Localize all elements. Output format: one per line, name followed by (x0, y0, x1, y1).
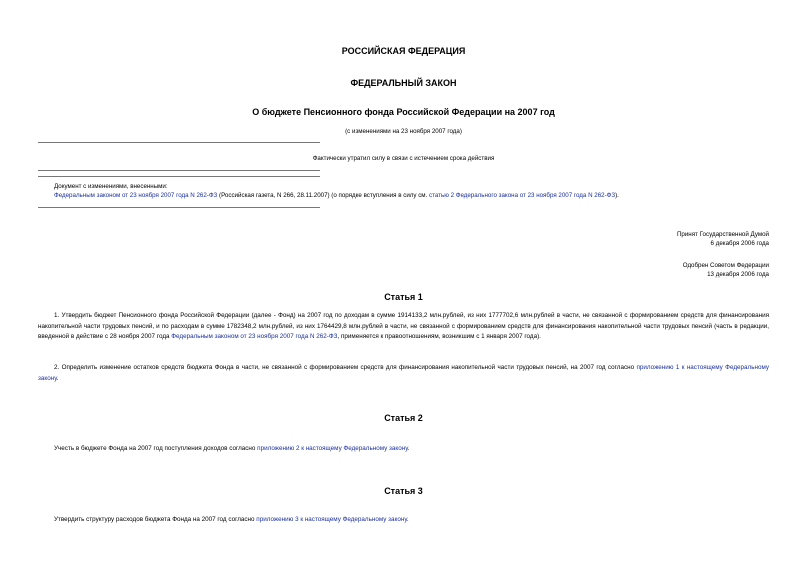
duma-line: Принят Государственной Думой (676, 231, 769, 238)
article-2-heading: Статья 2 (384, 413, 423, 423)
changes-line (54, 191, 774, 200)
article-2-text: Учесть в бюджете Фонда на 2007 год поступления доходов согласно (54, 445, 258, 452)
council-approval (469, 261, 769, 279)
law-title: О бюджете Пенсионного фонда Российской Федерации на 2007 год (252, 107, 555, 117)
country-heading: РОССИЙСКАЯ ФЕДЕРАЦИЯ (341, 46, 466, 56)
law-type-heading: ФЕДЕРАЛЬНЫЙ ЗАКОН (350, 78, 457, 88)
divider-3 (38, 176, 320, 177)
article-1-p1-text: 1. Утвердить бюджет Пенсионного фонда Российской Федерации (далее - Фонд) на 2007 год по доходам в сумме 1914133,2 млн.рублей, из них 1777702,6 млн.рублей в части, не связанной с формированием средств для финансирования накопительной части трудовых пенсий, и по расходам в сумме 1782348,2 млн.рублей, из них 1764429,8 млн.рублей в части, не связанной с формированием средств для финансирования накопительной части трудовых пенсий (часть в редакции, введенной в действие с 28 ноября 2007 года (38, 312, 769, 340)
article-2-paragraph (54, 444, 769, 455)
council-date: 13 декабря 2006 года (707, 271, 769, 278)
changes-link-article[interactable]: статью 2 Федерального закона от 23 ноября 2007 года N 262-ФЗ (429, 192, 616, 199)
article-3-tail: . (406, 516, 409, 523)
article-3-heading: Статья 3 (384, 486, 423, 496)
article-1-p1-tail: , применяется к правоотношениям, возникшим с 1 января 2007 года). (337, 333, 541, 340)
article-3-text: Утвердить структуру расходов бюджета Фонда на 2007 год согласно (54, 516, 257, 523)
article-1-p1-link[interactable]: Федеральным законом от 23 ноября 2007 года N 262-ФЗ (171, 333, 338, 340)
changes-intro: Документ с изменениями, внесенными: (54, 183, 168, 190)
council-line: Одобрен Советом Федерации (682, 262, 769, 269)
article-1-p2-text: 2. Определить изменение остатков средств бюджета Фонда в части, не связанной с формированием средств для финансирования накопительной части трудовых пенсий, на 2007 год согласно (54, 364, 637, 371)
changes-block (54, 182, 774, 200)
duma-date: 6 декабря 2006 года (710, 240, 769, 247)
article-1-p2-tail: . (56, 374, 59, 382)
article-3-paragraph (54, 515, 769, 526)
article-2-tail: . (407, 445, 410, 452)
article-1-p2-link[interactable]: приложению 1 к настоящему Федеральному закону (38, 364, 769, 382)
article-1-paragraph-2 (38, 363, 769, 384)
changes-link-law[interactable]: Федеральным законом от 23 ноября 2007 года N 262-ФЗ (54, 192, 218, 199)
article-2-link[interactable]: приложению 2 к настоящему Федеральному закону (257, 445, 408, 452)
status-note: Фактически утратил силу в связи с истечением срока действия (312, 155, 495, 162)
article-1-paragraph-1 (38, 311, 769, 343)
amendments-note: (с изменениями на 23 ноября 2007 года) (345, 128, 462, 135)
article-1-heading: Статья 1 (384, 292, 423, 302)
changes-text-2: ). (615, 192, 619, 199)
article-3-link[interactable]: приложению 3 к настоящему Федеральному закону (256, 516, 407, 523)
duma-adoption (469, 230, 769, 248)
changes-text-1: (Российская газета, N 266, 28.11.2007) (о порядке вступления в силу см. (217, 192, 429, 199)
divider-2 (38, 170, 320, 171)
divider-1 (38, 142, 320, 143)
divider-4 (38, 207, 320, 208)
